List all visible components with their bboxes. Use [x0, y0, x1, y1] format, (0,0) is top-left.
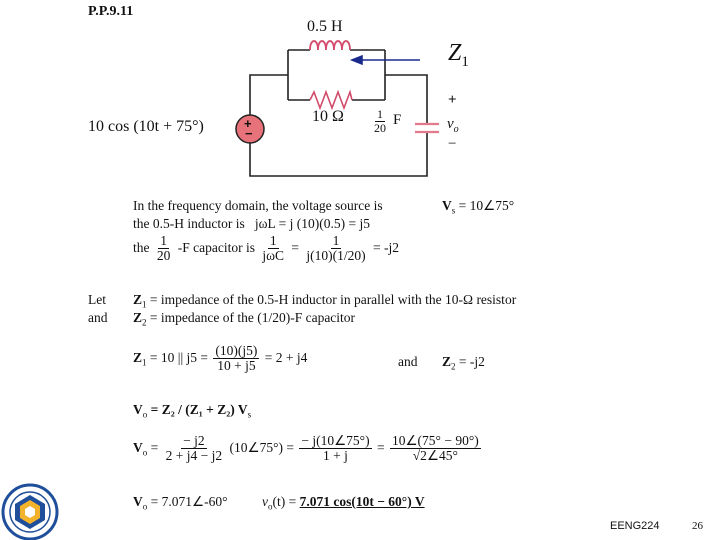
z1-arrow	[352, 56, 420, 64]
capacitor-label: $\frac{1}{20}$ F	[374, 107, 402, 135]
inductor-label: 0.5 H	[307, 18, 343, 35]
z1-definition: $Z_1$ = impedance of the 0.5-H inductor in parallel with the 10-Ω resistor	[133, 292, 517, 310]
circuit-diagram	[0, 0, 720, 200]
vo-phasor-result: $V_o$ = 7.071∠-60°	[133, 494, 228, 512]
capacitor-icon	[415, 124, 439, 132]
final-answer: 7.071 cos(10t − 60°) V	[299, 494, 425, 509]
source-minus: −	[245, 126, 253, 141]
page-number: 26	[692, 520, 703, 532]
source-label: 10 cos (10t + 75°)	[88, 118, 204, 135]
vo-minus: −	[448, 136, 457, 152]
vs-expression: $V_s$ = 10∠75°	[442, 198, 515, 216]
z2-definition: $Z_2$ = impedance of the (1/20)-F capacitor	[133, 310, 356, 328]
z1-label: $Z_1$	[448, 40, 469, 70]
freq-line-3: the $\frac{1}{20}$ -F capacitor is $\frac{1}{\text{jωC}}$ = $\frac{1}{j(10)(1/20)}$ = -j2	[133, 233, 399, 264]
let-label: Let	[88, 292, 106, 307]
problem-title: P.P.9.11	[88, 4, 134, 19]
freq-line-2: the 0.5-H inductor is jωL = j (10)(0.5) = j5	[133, 216, 370, 231]
and-label: and	[88, 310, 108, 325]
source-plus: +	[244, 116, 252, 131]
inductor-icon	[310, 41, 350, 50]
z2-equation: $Z_2 = -j2$	[442, 354, 485, 372]
resistor-icon	[310, 92, 352, 108]
z1-equation: $Z_1 = 10$ || j5 = $\frac{(10)(j5)}{10 + j5}$ = 2 + j4	[133, 343, 308, 374]
vo-time-result: $v_o(t) = 7.071$ cos(10t − 60°) V	[262, 494, 425, 512]
vo-plus: +	[448, 92, 457, 108]
freq-line-1: In the frequency domain, the voltage source is	[133, 198, 383, 213]
resistor-label: 10 Ω	[312, 108, 344, 125]
course-code: EENG224	[610, 520, 660, 532]
and-connector: and	[398, 354, 418, 369]
vo-label: $v_o$	[447, 116, 459, 135]
university-seal-icon	[0, 480, 60, 540]
vo-expansion-equation: $V_o$ = $\frac{- j2}{2 + j4 - j2}$ (10∠75°) = $\frac{- j(10\angle 75^\circ)}{1 + j}$ = $\frac{10\angle(75^\circ - 90^\circ)}{√2\angle 45^\circ}$	[133, 433, 479, 464]
vo-divider-equation: $V_o = Z_2 / (Z_1 + Z_2)$ $V_s$	[133, 402, 252, 420]
